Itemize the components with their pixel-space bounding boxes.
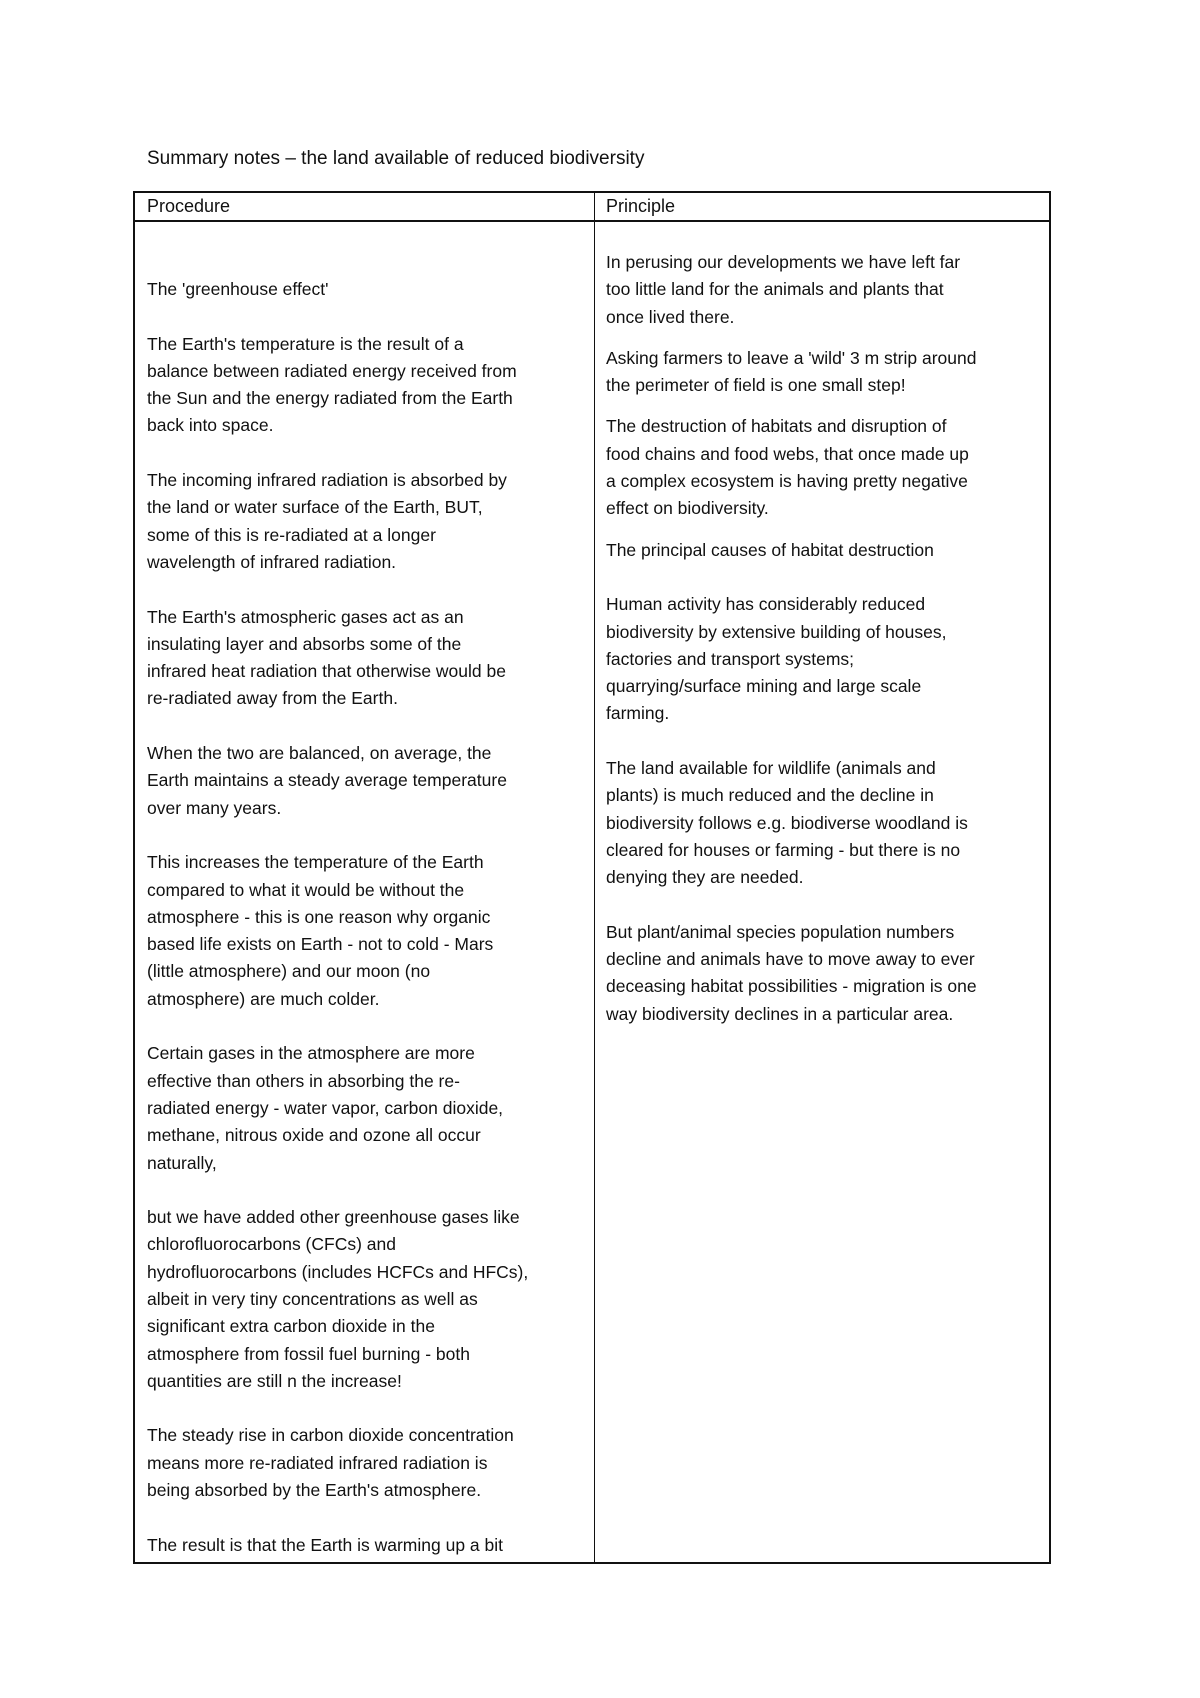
procedure-paragraph-greenhouse-heading: The 'greenhouse effect' — [147, 279, 329, 299]
procedure-paragraph-effective-gases: Certain gases in the atmosphere are more effective than others in absorbing the re- radiated energy - water vapor, carbon dioxide, methane, nitrous oxide and ozone all occur naturally, — [147, 1043, 504, 1173]
principle-paragraph-land-available: The land available for wildlife (animals and plants) is much reduced and the decline in biodiversity follows e.g. biodiverse woodland is cleared for houses or farming - but there is no denying they are needed. — [606, 758, 968, 888]
column-divider — [594, 193, 595, 1562]
procedure-column-header: Procedure — [147, 196, 231, 216]
principle-paragraph-habitat-destruction: The destruction of habitats and disruption of food chains and food webs, that once made up a complex ecosystem is having pretty negative effect on biodiversity. — [606, 416, 969, 519]
procedure-paragraph-added-gases: but we have added other greenhouse gases like chlorofluorocarbons (CFCs) and hydrofluorocarbons (includes HCFCs and HFCs), albeit in very tiny concentrations as well as significant extra carbon dioxide in the atmosphere from fossil fuel burning - both quantities are still n the increase! — [147, 1207, 529, 1391]
procedure-paragraph-organic-life: This increases the temperature of the Earth compared to what it would be without the atmosphere - this is one reason why organic based life exists on Earth - not to cold - Mars (little atmosphere) and our moon (no atmosphere) are much colder. — [147, 852, 494, 1009]
page-title: Summary notes – the land available of reduced biodiversity — [147, 148, 645, 169]
header-divider — [135, 220, 1049, 222]
principle-column-header: Principle — [606, 196, 676, 216]
principle-paragraph-developments: In perusing our developments we have left far too little land for the animals and plants that once lived there. — [606, 252, 961, 327]
procedure-paragraph-insulating-layer: The Earth's atmospheric gases act as an insulating layer and absorbs some of the infrared heat radiation that otherwise would be re-radiated away from the Earth. — [147, 606, 506, 709]
procedure-cell — [147, 276, 583, 1586]
procedure-paragraph-energy-balance: The Earth's temperature is the result of a balance between radiated energy received from the Sun and the energy radiated from the Earth back into space. — [147, 333, 517, 436]
notes-table — [133, 191, 1051, 1564]
procedure-paragraph-steady-temperature: When the two are balanced, on average, the Earth maintains a steady average temperature over many years. — [147, 743, 507, 818]
principle-cell — [606, 249, 1042, 1055]
procedure-paragraph-co2-rise: The steady rise in carbon dioxide concentration means more re-radiated infrared radiation is being absorbed by the Earth's atmosphere. — [147, 1425, 514, 1501]
principle-paragraph-migration: But plant/animal species population numbers decline and animals have to move away to ever deceasing habitat possibilities - migration is one way biodiversity declines in a particular area. — [606, 921, 977, 1024]
principle-paragraph-wild-strip: Asking farmers to leave a 'wild' 3 m strip around the perimeter of field is one small step! — [606, 347, 977, 396]
procedure-paragraph-infrared-absorption: The incoming infrared radiation is absorbed by the land or water surface of the Earth, BUT, some of this is re-radiated at a longer wavelength of infrared radiation. — [147, 470, 507, 572]
principle-paragraph-human-activity: Human activity has considerably reduced biodiversity by extensive building of houses, factories and transport systems; quarrying/surface mining and large scale farming. — [606, 594, 947, 724]
procedure-paragraph-warming-result: The result is that the Earth is warming up a bit — [147, 1534, 503, 1555]
principle-paragraph-principal-causes: The principal causes of habitat destruction — [606, 539, 934, 560]
